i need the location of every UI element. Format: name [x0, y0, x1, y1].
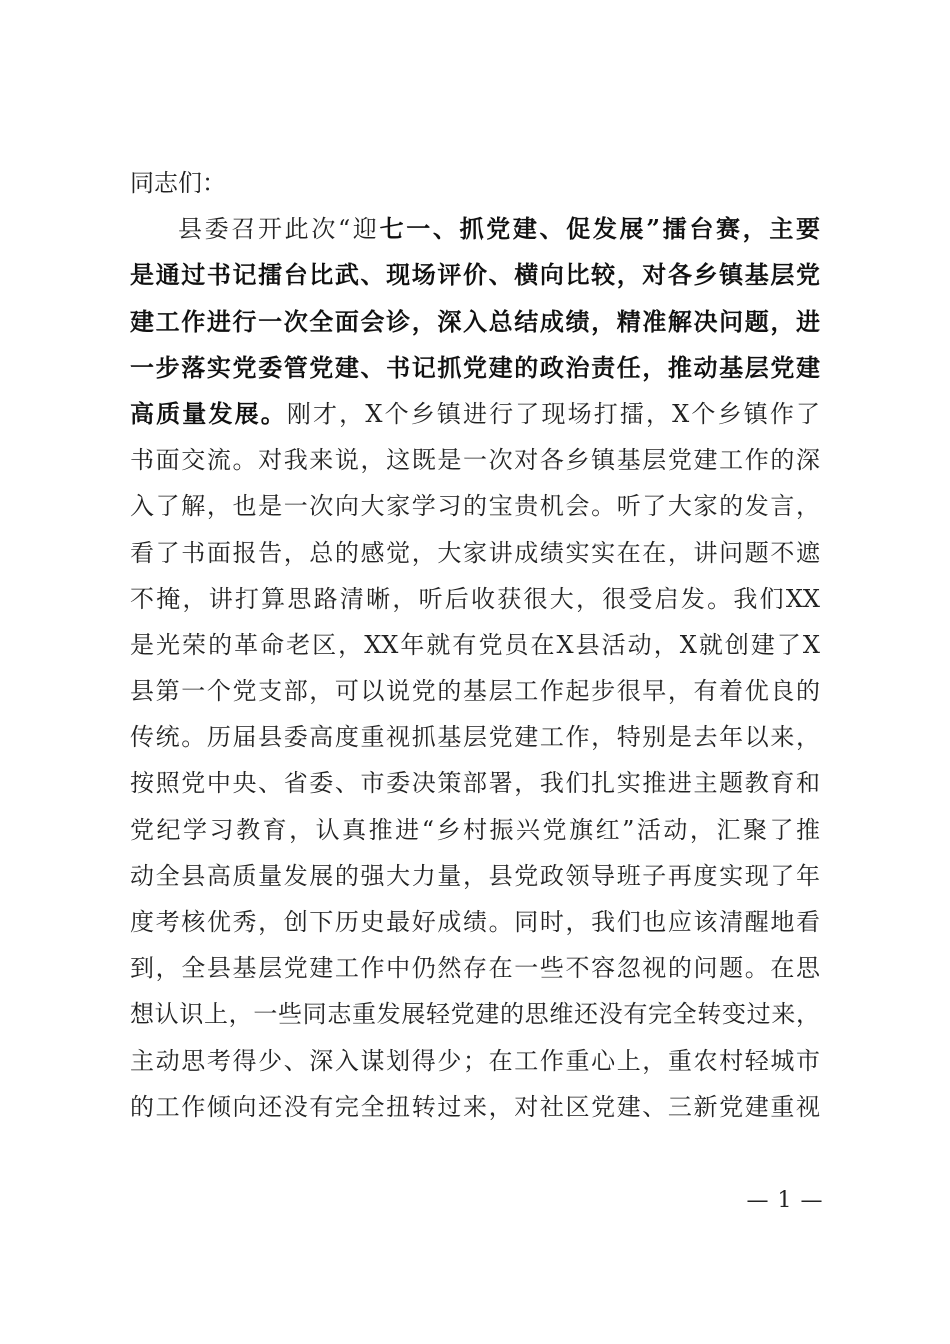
- paragraph-line: 县第一个党支部，可以说党的基层工作起步很早，有着优良的: [130, 677, 820, 706]
- paragraph-line: [130, 391, 820, 437]
- line-text-bold: 建工作进行一次全面会诊，深入总结成绩，精准解决问题，进: [130, 306, 820, 336]
- line-text-bold: 是通过书记擂台比武、现场评价、横向比较，对各乡镇基层党: [130, 260, 820, 290]
- line-text-bold: 高质量发展。: [130, 398, 287, 428]
- page-number: — 1 —: [746, 1188, 824, 1213]
- paragraph-line: [130, 206, 820, 252]
- paragraph-line: 不掩，讲打算思路清晰，听后收获很大，很受启发。我们XX: [130, 584, 820, 613]
- paragraph-line: 书面交流。对我来说，这既是一次对各乡镇基层党建工作的深: [130, 446, 820, 475]
- line-text-bold: 一步落实党委管党建、书记抓党建的政治责任，推动基层党建: [130, 352, 820, 382]
- paragraph-line: 动全县高质量发展的强大力量，县党政领导班子再度实现了年: [130, 861, 820, 890]
- body-text: [130, 160, 820, 1130]
- paragraph-line: 到，全县基层党建工作中仍然存在一些不容忽视的问题。在思: [130, 954, 820, 983]
- paragraph-line: [130, 252, 820, 298]
- paragraph-line: 看了书面报告，总的感觉，大家讲成绩实实在在，讲问题不遮: [130, 538, 820, 567]
- paragraph-line: 想认识上，一些同志重发展轻党建的思维还没有完全转变过来，: [130, 1000, 820, 1029]
- paragraph-line: 党纪学习教育，认真推进“乡村振兴党旗红”活动，汇聚了推: [130, 815, 820, 844]
- paragraph-line: 入了解，也是一次向大家学习的宝贵机会。听了大家的发言，: [130, 492, 820, 521]
- paragraph-line: [130, 299, 820, 345]
- paragraph-line: 主动思考得少、深入谋划得少；在工作重心上，重农村轻城市: [130, 1046, 820, 1075]
- paragraph-line: 是光荣的革命老区，XX年就有党员在X县活动，X就创建了X: [130, 630, 820, 659]
- line-text-normal: 刚才，X个乡镇进行了现场打擂，X个乡镇作了: [286, 399, 820, 428]
- paragraph-line: 传统。历届县委高度重视抓基层党建工作，特别是去年以来，: [130, 723, 820, 752]
- paragraph-line: 度考核优秀，创下历史最好成绩。同时，我们也应该清醒地看: [130, 908, 820, 936]
- line-text-normal: 县委召开此次“迎: [178, 215, 380, 244]
- paragraph-line: [130, 345, 820, 391]
- salutation: 同志们：: [130, 169, 226, 197]
- paragraph-line: 按照党中央、省委、市委决策部署，我们扎实推进主题教育和: [130, 769, 820, 798]
- line-text-bold: 七一、抓党建、促发展”擂台赛，主要: [379, 214, 820, 244]
- paragraph-line: 的工作倾向还没有完全扭转过来，对社区党建、三新党建重视: [130, 1092, 820, 1121]
